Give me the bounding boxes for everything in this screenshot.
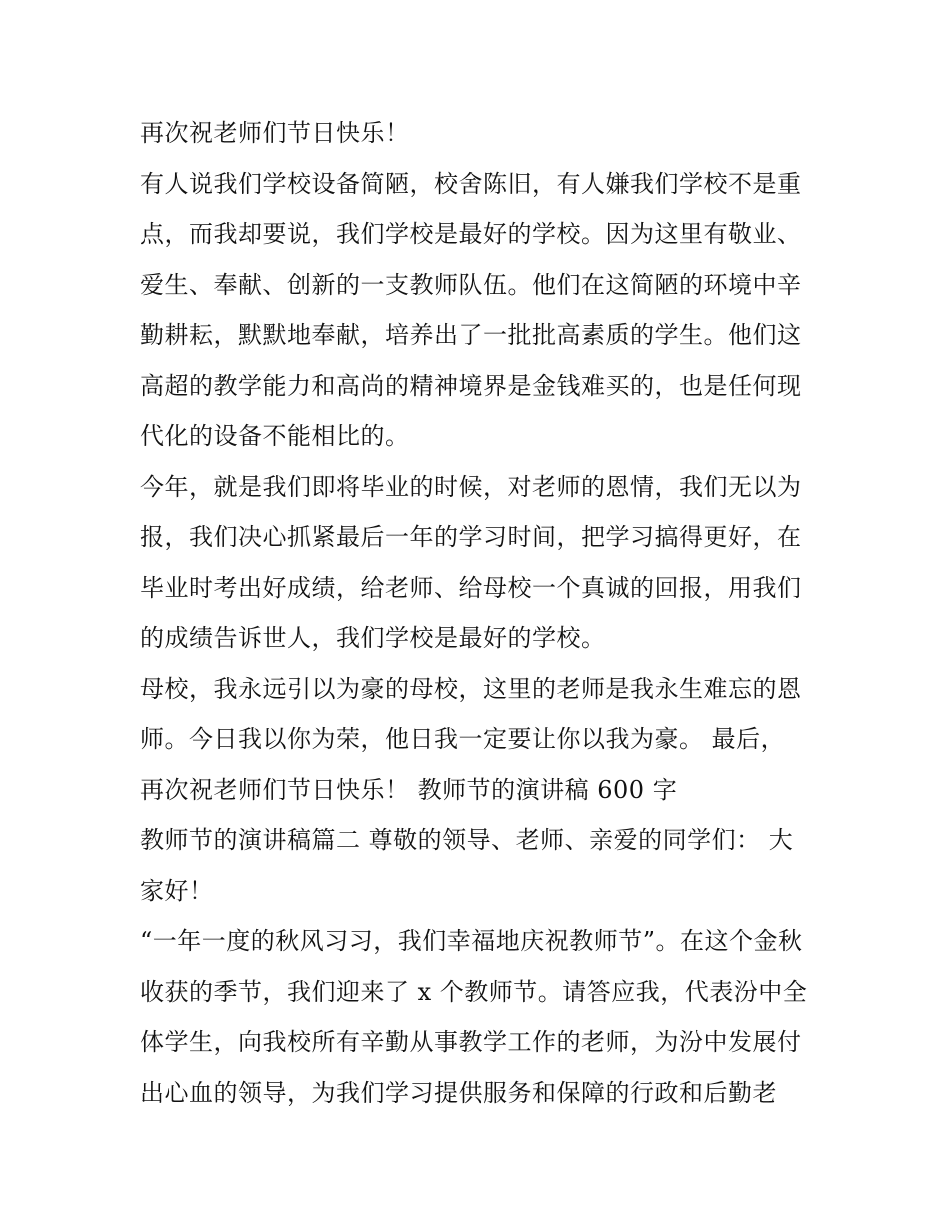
text-line: 家好！	[140, 876, 214, 905]
text-line: 收获的季节，我们迎来了 x 个教师节。请答应我，代表汾中全	[140, 977, 808, 1006]
text-line: 师。今日我以你为荣，他日我一定要让你以我为豪。 最后，	[140, 725, 786, 753]
document-body	[140, 108, 820, 1118]
text-line: 的成绩告诉世人，我们学校是最好的学校。	[140, 624, 606, 652]
text-line: 高超的教学能力和高尚的精神境界是金钱难买的，也是任何现	[140, 371, 802, 400]
text-line: 再次祝老师们节日快乐！	[140, 119, 410, 147]
text-line: 今年，就是我们即将毕业的时候，对老师的恩情，我们无以为	[140, 472, 802, 501]
text-line: 爱生、奉献、创新的一支教师队伍。他们在这简陋的环境中辛	[140, 270, 802, 299]
text-line: 勤耕耘，默默地奉献，培养出了一批批高素质的学生。他们这	[140, 321, 802, 349]
text-line: 体学生，向我校所有辛勤从事教学工作的老师，为汾中发展付	[140, 1028, 802, 1056]
text-line: 教师节的演讲稿篇二 尊敬的领导、老师、亲爱的同学们： 大	[140, 826, 794, 854]
text-line: 再次祝老师们节日快乐！ 教师节的演讲稿 600 字	[140, 775, 678, 804]
text-line: 有人说我们学校设备简陋，校舍陈旧，有人嫌我们学校不是重	[140, 169, 802, 198]
text-line: 报，我们决心抓紧最后一年的学习时间，把学习搞得更好，在	[140, 523, 802, 551]
text-line: 代化的设备不能相比的。	[140, 422, 410, 450]
text-line: 出心血的领导，为我们学习提供服务和保障的行政和后勤老	[140, 1078, 777, 1107]
text-line: “一年一度的秋风习习，我们幸福地庆祝教师节”。在这个金秋	[140, 927, 803, 955]
text-line: 点，而我却要说，我们学校是最好的学校。因为这里有敬业、	[140, 220, 802, 248]
text-line: 母校，我永远引以为豪的母校，这里的老师是我永生难忘的恩	[140, 674, 802, 703]
text-line: 毕业时考出好成绩，给老师、给母校一个真诚的回报，用我们	[140, 573, 802, 602]
